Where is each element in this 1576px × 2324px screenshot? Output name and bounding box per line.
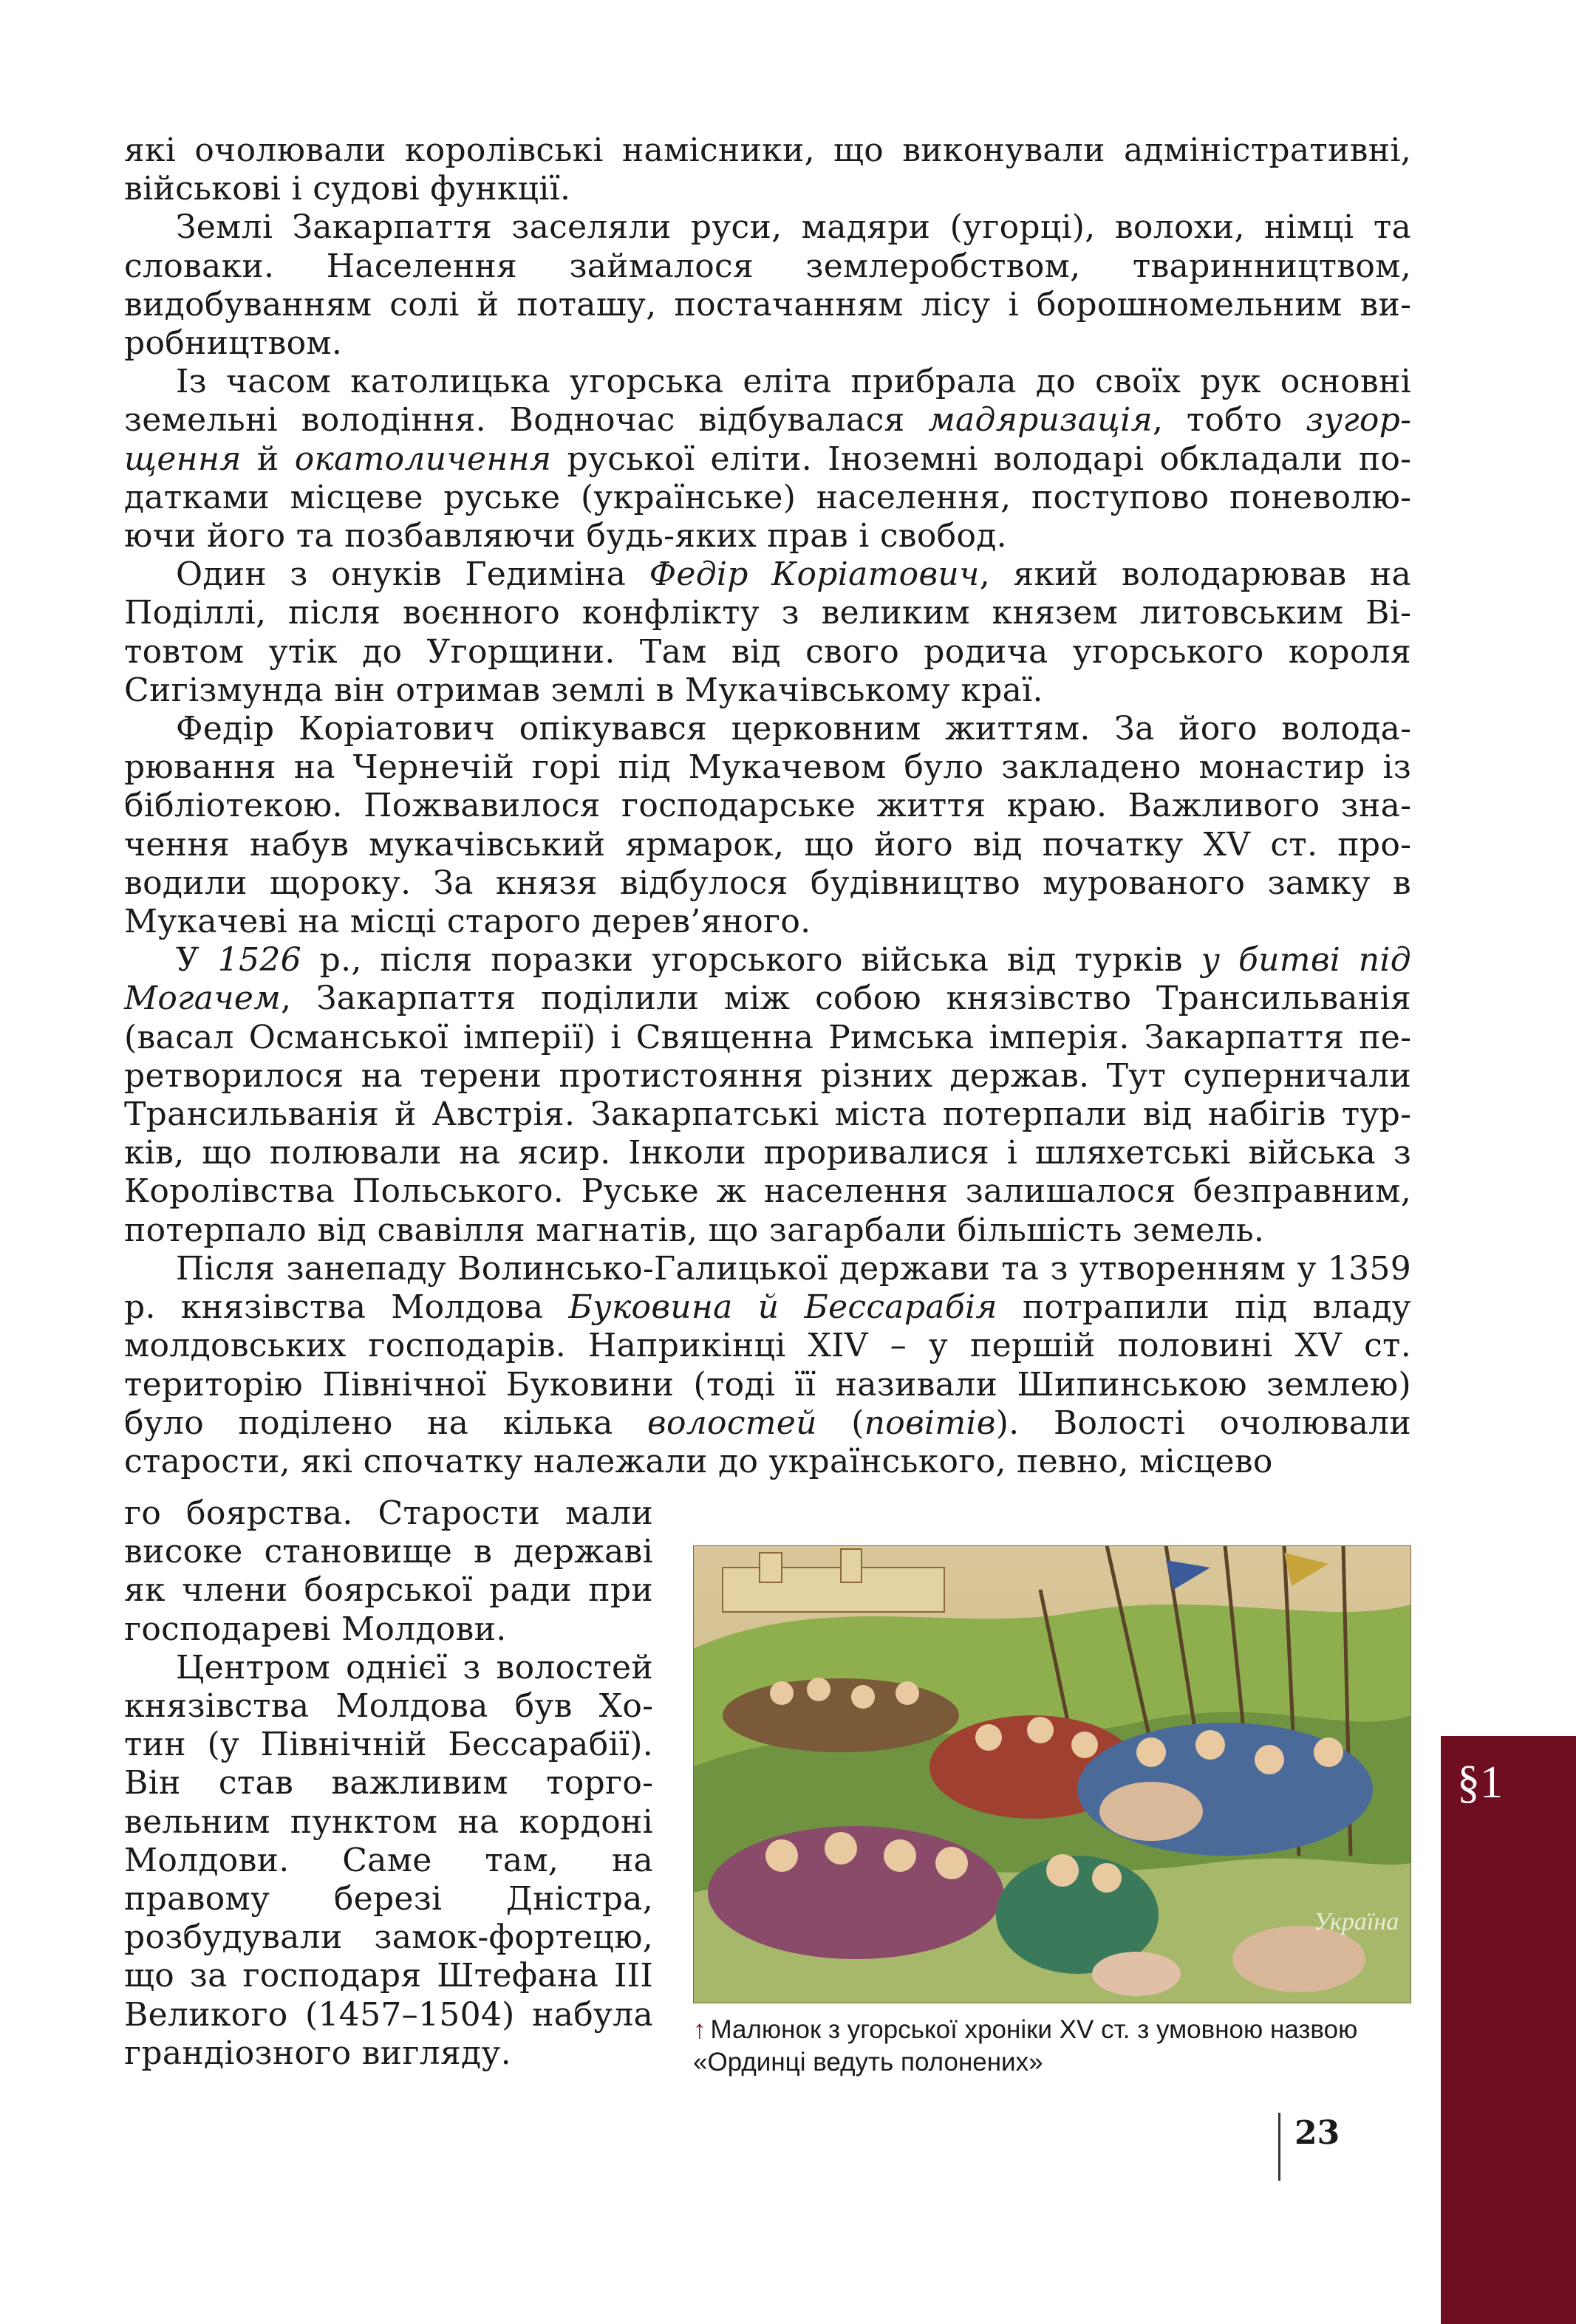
chronicle-illustration <box>693 1545 1411 2003</box>
paragraph <box>124 1250 1411 1481</box>
emphasized-term: Федір Коріатович <box>649 556 980 594</box>
text-run: й <box>241 440 295 478</box>
text-run: Із часом католицька угорська еліта прибрала до своїх рук основні земельні володіння. Водночас відбувалася <box>124 363 1411 440</box>
wrapped-text-column <box>124 1494 653 2073</box>
watermark-text: Україна <box>1314 1908 1399 1935</box>
text-run: р., після поразки угорського війська від турків <box>301 941 1201 980</box>
text-run: , Закарпаття поділили між собою князівство Трансильванія (васал Османської імперії) і Священна Римська імперія. Закарпаття перетворилося на терени протистояння різних держав. Тут суперничали Трансильванія й Австрія. Закарпатські міста потерпали від набігів турків, що полювали на ясир. Інколи проривалися і шляхетські війська з Королівства Польського. Руське ж населення залишалося безправним, потерпало від свавілля магнатів, що загарбали більшість земель. <box>124 980 1411 1249</box>
emphasized-term: Буковина й Бессарабія <box>568 1288 997 1327</box>
text-run: , який володарював на Поділлі, після воєнного конфлікту з великим князем литовським Вітовтом утік до Угорщини. Там від свого родича угорського короля Сигізмунда він отримав землі в Мукачівському краї. <box>124 556 1411 709</box>
section-tab <box>1441 1736 1576 2324</box>
text-run: руської еліти. Іноземні володарі обкладали податками місцеве руське (українське) населення, поступово поневолюючи його та позбавляючи будь-яких прав і свобод. <box>124 440 1411 556</box>
page-number-divider <box>1278 2113 1280 2181</box>
paragraph <box>124 1494 653 1649</box>
arrow-up-icon: ↑ <box>693 2015 706 2044</box>
text-run: ( <box>816 1404 864 1442</box>
text-run: У <box>176 941 218 980</box>
text-run: Землі Закарпаття заселяли руси, мадяри (угорці), волохи, німці та словаки. Населення займалося землеробством, тваринництвом, видобуванням солі й поташу, постачанням лісу і борошномельним виробництвом. <box>124 208 1411 363</box>
text-run: Після занепаду Волинсько-Галицької держави та з утворенням у 1359 р. князівства Молдова <box>124 1249 1411 1327</box>
text-run: які очолювали королівські намісники, що виконували адміністративні, військові і судові функції. <box>124 131 1411 208</box>
emphasized-term: зугорщення <box>124 401 1411 478</box>
emphasized-term: волостей <box>647 1404 817 1442</box>
main-text-column <box>124 131 1411 1481</box>
text-run: потрапили під владу молдовських господарів. Наприкінці XIV – у першій половині XV ст. територію Північної Буковини (тоді її називали Шипинською землею) було поділено на кілька <box>124 1288 1411 1442</box>
text-run: Центром однієї з волостей князівства Молдова був Хотин (у Північній Бессарабії). Він став важливим торговельним пунктом на кордоні Молдови. Саме там, на правому березі Дністра, розбудували замок-фортецю, що за господаря Штефана III Великого (1457–1504) набула грандіозного вигляду. <box>124 1648 653 2072</box>
page-number: 23 <box>1294 2114 1340 2152</box>
figure-caption <box>693 2014 1411 2079</box>
text-run: , тобто <box>1152 401 1306 440</box>
text-run: Один з онуків Гедиміна <box>176 556 649 594</box>
paragraph <box>124 710 1411 941</box>
paragraph <box>124 208 1411 363</box>
paragraph <box>124 131 1411 208</box>
emphasized-term: 1526 <box>217 941 301 980</box>
text-run: Федір Коріатович опікувався церковним життям. За його володарювання на Чернечій горі під Мукачевом було закладено монастир із бібліотекою. Пожвавилося господарське життя краю. Важливого значення набув мукачівський ярмарок, що його від початку XV ст. проводили щороку. За князя відбулося будівництво мурованого замку в Мукачеві на місці старого дерев’яного. <box>124 710 1411 941</box>
emphasized-term: мадяризація <box>928 401 1153 440</box>
text-run: ). Волості очолювали старости, які спочатку належали до українського, певно, місцево <box>124 1404 1411 1480</box>
paragraph <box>124 941 1411 1250</box>
section-tab-label: §1 <box>1457 1757 1503 1808</box>
paragraph <box>124 1649 653 2073</box>
emphasized-term: окатоличення <box>294 440 552 478</box>
paragraph <box>124 556 1411 710</box>
emphasized-term: у битві під Могачем <box>124 941 1411 1018</box>
text-run: го боярства. Старости мали високе становище в державі як члени боярської ради при господареві Молдови. <box>124 1494 653 1648</box>
figure <box>693 1545 1411 2079</box>
emphasized-term: повітів <box>864 1404 996 1442</box>
paragraph <box>124 363 1411 556</box>
caption-text: Малюнок з угорської хроніки XV ст. з умовною назвою «Ординці ведуть полонених» <box>693 2015 1358 2077</box>
